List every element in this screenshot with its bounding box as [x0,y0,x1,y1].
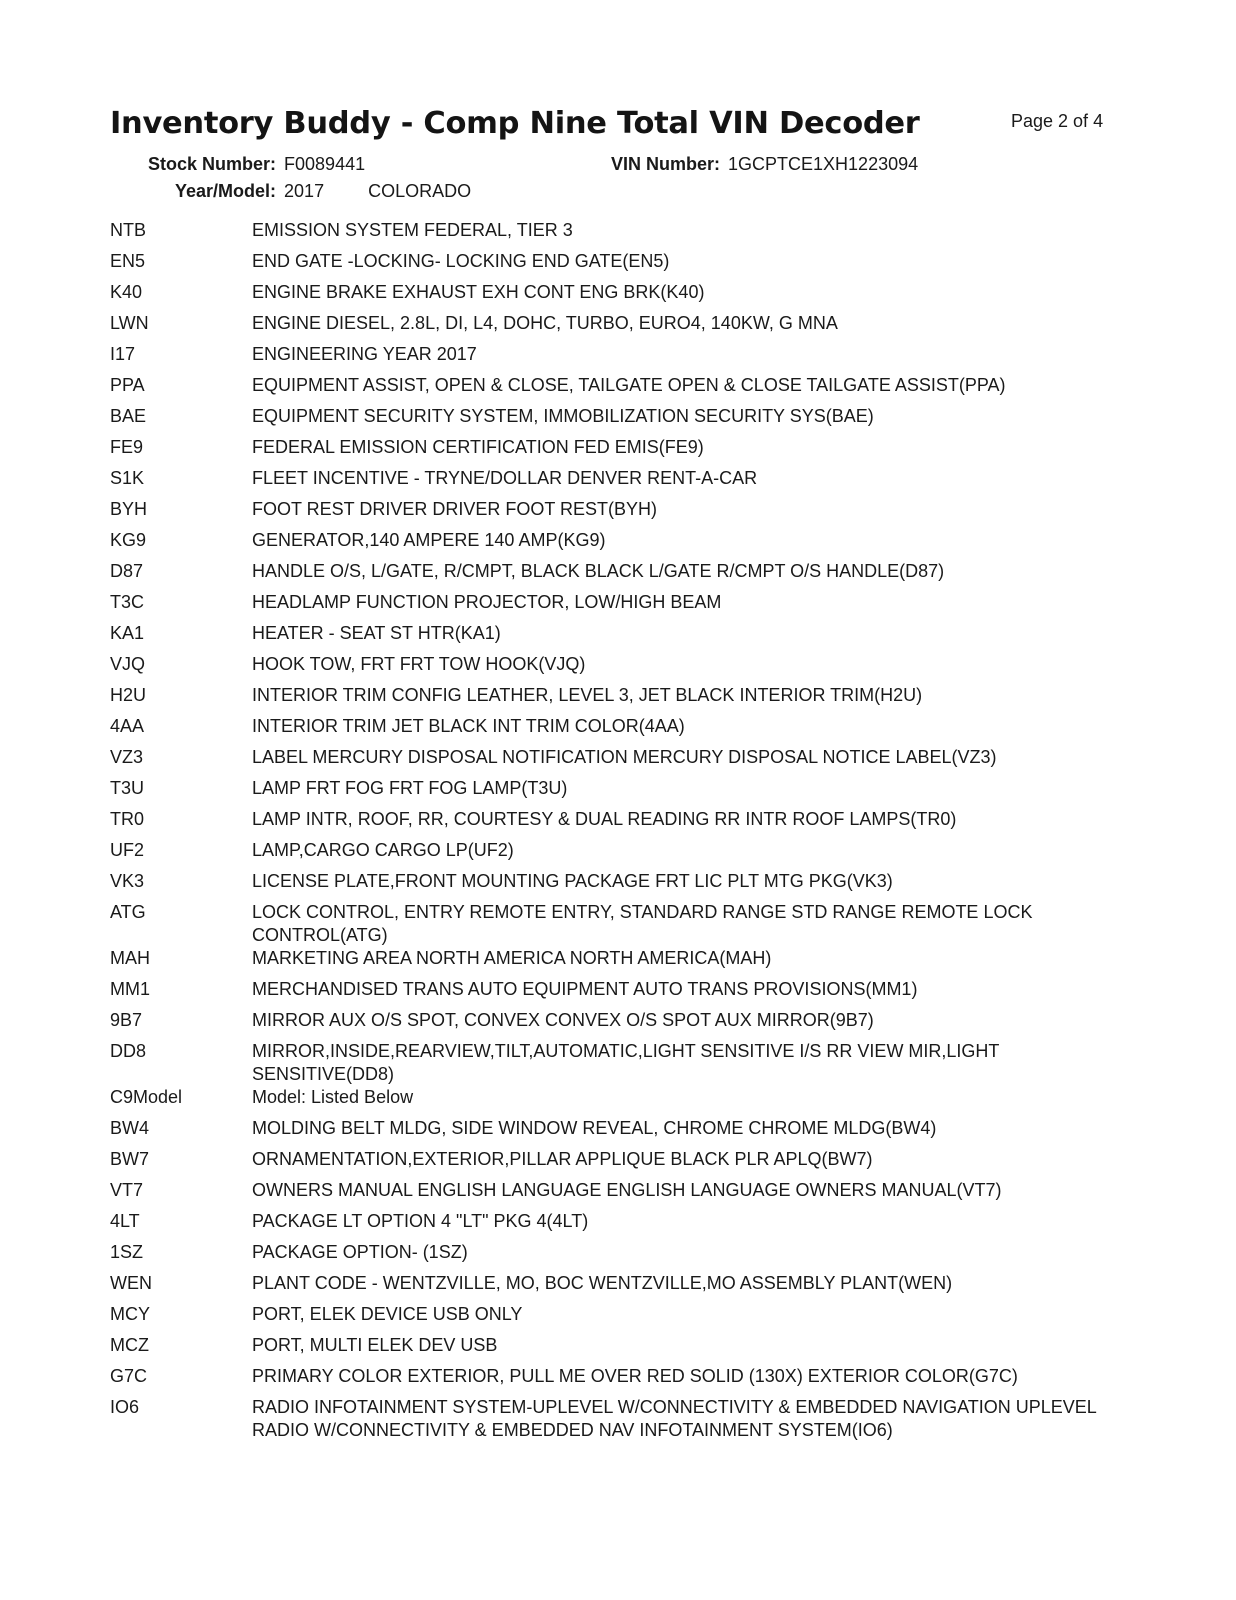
option-row [110,901,1110,947]
option-code-list [110,219,1110,1442]
option-description: PACKAGE LT OPTION 4 "LT" PKG 4(4LT) [252,1211,589,1231]
option-description: HANDLE O/S, L/GATE, R/CMPT, BLACK BLACK L/GATE R/CMPT O/S HANDLE(D87) [252,561,945,581]
option-row [110,839,1110,870]
option-row [110,777,1110,808]
option-code: T3U [110,778,145,798]
option-code: NTB [110,220,146,240]
option-code: 4LT [110,1211,140,1231]
option-row [110,1396,1110,1442]
option-row [110,281,1110,312]
option-code: K40 [110,282,143,302]
option-code: BW7 [110,1149,150,1169]
option-row [110,1210,1110,1241]
year-model-label: Year/Model: [175,181,277,201]
option-code: 1SZ [110,1242,144,1262]
option-code: C9Model [110,1087,183,1107]
option-row [110,1179,1110,1210]
stock-number [148,154,365,175]
option-description: LAMP,CARGO CARGO LP(UF2) [252,840,514,860]
option-code: I17 [110,344,136,364]
option-row [110,250,1110,281]
option-row [110,1040,1110,1086]
option-description: ENGINE DIESEL, 2.8L, DI, L4, DOHC, TURBO, EURO4, 140KW, G MNA [252,313,838,333]
option-description: HEATER - SEAT ST HTR(KA1) [252,623,501,643]
option-code: KA1 [110,623,145,643]
option-description: HEADLAMP FUNCTION PROJECTOR, LOW/HIGH BEAM [252,592,722,612]
option-row [110,1241,1110,1272]
option-description: EQUIPMENT SECURITY SYSTEM, IMMOBILIZATION SECURITY SYS(BAE) [252,406,874,426]
option-description: LAMP INTR, ROOF, RR, COURTESY & DUAL READING RR INTR ROOF LAMPS(TR0) [252,809,957,829]
option-row [110,715,1110,746]
year-value: 2017 [284,181,325,201]
option-row [110,1117,1110,1148]
option-row [110,1334,1110,1365]
option-code: MCY [110,1304,150,1324]
option-description: END GATE -LOCKING- LOCKING END GATE(EN5) [252,251,670,271]
option-description: MERCHANDISED TRANS AUTO EQUIPMENT AUTO TRANS PROVISIONS(MM1) [252,979,918,999]
option-code: BAE [110,406,147,426]
option-row [110,746,1110,777]
option-code: T3C [110,592,145,612]
option-code: VT7 [110,1180,144,1200]
option-row [110,1148,1110,1179]
option-code: UF2 [110,840,145,860]
option-row [110,374,1110,405]
option-row [110,436,1110,467]
option-row [110,498,1110,529]
option-row [110,529,1110,560]
option-row [110,312,1110,343]
option-row [110,653,1110,684]
option-description: FEDERAL EMISSION CERTIFICATION FED EMIS(FE9) [252,437,704,457]
option-row [110,219,1110,250]
option-code: KG9 [110,530,147,550]
option-code: 9B7 [110,1010,143,1030]
option-row [110,1009,1110,1040]
option-row [110,1365,1110,1396]
option-row [110,947,1110,978]
document-title: Inventory Buddy - Comp Nine Total VIN Decoder [110,106,920,141]
model-value: COLORADO [368,181,472,201]
option-description: MOLDING BELT MLDG, SIDE WINDOW REVEAL, CHROME CHROME MLDG(BW4) [252,1118,937,1138]
option-description: MIRROR,INSIDE,REARVIEW,TILT,AUTOMATIC,LIGHT SENSITIVE I/S RR VIEW MIR,LIGHT SENSITIVE(DD8) [252,1041,1000,1084]
option-description: ENGINEERING YEAR 2017 [252,344,477,364]
option-description: LABEL MERCURY DISPOSAL NOTIFICATION MERCURY DISPOSAL NOTICE LABEL(VZ3) [252,747,997,767]
option-description: PRIMARY COLOR EXTERIOR, PULL ME OVER RED SOLID (130X) EXTERIOR COLOR(G7C) [252,1366,1018,1386]
option-description: LOCK CONTROL, ENTRY REMOTE ENTRY, STANDARD RANGE STD RANGE REMOTE LOCK CONTROL(ATG) [252,902,1033,945]
option-row [110,808,1110,839]
option-code: BW4 [110,1118,150,1138]
option-code: DD8 [110,1041,147,1061]
option-row [110,467,1110,498]
option-code: WEN [110,1273,152,1293]
option-description: HOOK TOW, FRT FRT TOW HOOK(VJQ) [252,654,586,674]
option-description: INTERIOR TRIM JET BLACK INT TRIM COLOR(4AA) [252,716,685,736]
option-code: 4AA [110,716,145,736]
option-description: FOOT REST DRIVER DRIVER FOOT REST(BYH) [252,499,658,519]
option-description: RADIO INFOTAINMENT SYSTEM-UPLEVEL W/CONNECTIVITY & EMBEDDED NAVIGATION UPLEVEL RADIO W/CONNECTIVITY & EMBEDDED NAV INFOTAINMENT SYSTEM(IO6) [252,1397,1097,1440]
option-code: FE9 [110,437,144,457]
option-code: EN5 [110,251,146,271]
option-code: S1K [110,468,145,488]
option-code: MAH [110,948,150,968]
option-code: LWN [110,313,149,333]
option-description: FLEET INCENTIVE - TRYNE/DOLLAR DENVER RENT-A-CAR [252,468,758,488]
option-row [110,978,1110,1009]
option-description: GENERATOR,140 AMPERE 140 AMP(KG9) [252,530,606,550]
option-description: ORNAMENTATION,EXTERIOR,PILLAR APPLIQUE BLACK PLR APLQ(BW7) [252,1149,873,1169]
option-code: D87 [110,561,144,581]
option-code: VJQ [110,654,146,674]
year-model [175,181,471,202]
option-row [110,1086,1110,1117]
option-code: MM1 [110,979,150,999]
option-row [110,405,1110,436]
option-code: ATG [110,902,146,922]
option-code: PPA [110,375,145,395]
option-code: VZ3 [110,747,144,767]
option-description: ENGINE BRAKE EXHAUST EXH CONT ENG BRK(K40) [252,282,705,302]
option-row [110,560,1110,591]
option-row [110,1303,1110,1334]
option-description: MIRROR AUX O/S SPOT, CONVEX CONVEX O/S SPOT AUX MIRROR(9B7) [252,1010,874,1030]
option-row [110,870,1110,901]
option-description: Model: Listed Below [252,1087,414,1107]
option-description: PACKAGE OPTION- (1SZ) [252,1242,468,1262]
option-description: OWNERS MANUAL ENGLISH LANGUAGE ENGLISH LANGUAGE OWNERS MANUAL(VT7) [252,1180,1002,1200]
option-description: PORT, MULTI ELEK DEV USB [252,1335,498,1355]
option-code: MCZ [110,1335,149,1355]
option-description: EMISSION SYSTEM FEDERAL, TIER 3 [252,220,573,240]
option-row [110,622,1110,653]
option-code: IO6 [110,1397,140,1417]
stock-number-label: Stock Number: [148,154,277,174]
option-row [110,343,1110,374]
option-code: G7C [110,1366,148,1386]
option-code: BYH [110,499,148,519]
option-description: LAMP FRT FOG FRT FOG LAMP(T3U) [252,778,568,798]
vin-number-value: 1GCPTCE1XH1223094 [728,154,919,174]
option-description: INTERIOR TRIM CONFIG LEATHER, LEVEL 3, JET BLACK INTERIOR TRIM(H2U) [252,685,923,705]
option-description: PORT, ELEK DEVICE USB ONLY [252,1304,523,1324]
stock-number-value: F0089441 [284,154,366,174]
option-description: PLANT CODE - WENTZVILLE, MO, BOC WENTZVILLE,MO ASSEMBLY PLANT(WEN) [252,1273,953,1293]
page-number: Page 2 of 4 [1011,111,1104,131]
option-code: VK3 [110,871,145,891]
option-row [110,684,1110,715]
option-description: EQUIPMENT ASSIST, OPEN & CLOSE, TAILGATE OPEN & CLOSE TAILGATE ASSIST(PPA) [252,375,1006,395]
option-description: MARKETING AREA NORTH AMERICA NORTH AMERICA(MAH) [252,948,772,968]
option-code: TR0 [110,809,145,829]
option-description: LICENSE PLATE,FRONT MOUNTING PACKAGE FRT LIC PLT MTG PKG(VK3) [252,871,893,891]
option-row [110,591,1110,622]
option-code: H2U [110,685,147,705]
vin-number [611,154,918,175]
option-row [110,1272,1110,1303]
vin-number-label: VIN Number: [611,154,721,174]
